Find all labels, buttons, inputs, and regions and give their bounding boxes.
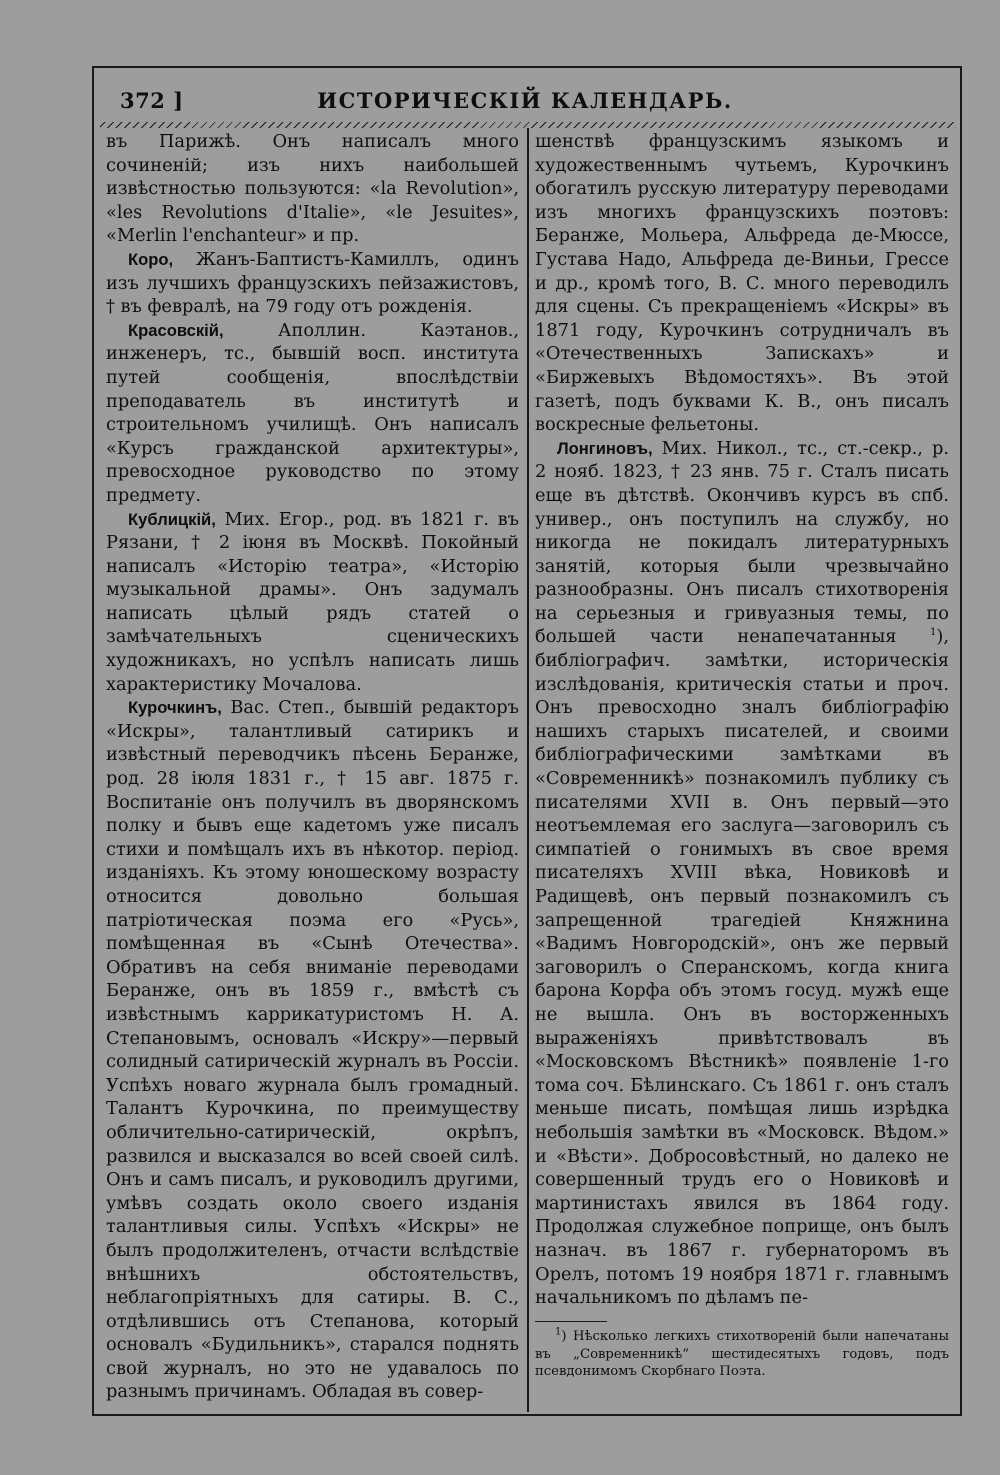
entry-headword: Красовскій, <box>128 320 224 340</box>
page-number: 372 ] <box>120 88 184 113</box>
entry-headword: Кублицкій, <box>128 509 216 529</box>
page-header <box>100 86 950 126</box>
footnote-text: ) Нѣсколько легкихъ стихотвореній были напечатаны въ „Современникѣ“ шестидесятыхъ годовъ, подъ псевдонимомъ Скорбнаго Поэта. <box>535 1329 949 1380</box>
footnote <box>535 1328 949 1381</box>
entry-headword: Курочкинъ, <box>128 698 222 718</box>
entry-text: Мих. Егор., род. въ 1821 г. въ Рязани, † 2 іюня въ Москвѣ. Покойный написалъ «Исторію театра», «Исторію музыкальной драмы». Онъ задумалъ написать цѣлый рядъ статей о замѣчательныхъ сценическихъ художникахъ, но успѣлъ написать лишь характеристику Мочалова. <box>106 508 519 695</box>
entry-text: Вас. Степ., бывшій редакторъ «Искры», талантливый сатирикъ и извѣстный переводчикъ пѣсень Беранже, род. 28 іюля 1831 г., † 15 авг. 1875 г. Воспитаніе онъ получилъ въ дворянскомъ полку и бывъ еще кадетомъ уже писалъ стихи и помѣщалъ ихъ въ нѣкотор. період. изданіяхъ. Къ этому юношескому возрасту относится довольно большая патріотическая поэма его «Русь», помѣщенная въ «Сынѣ Отечества». Обративъ на себя вниманіе переводами Беранже, онъ въ 1859 г., вмѣстѣ съ извѣстнымъ каррикатуристомъ Н. А. Степановымъ, основалъ «Искру»—первый солидный сатирическій журналъ въ Россіи. Успѣхъ новаго журнала былъ громадный. Талантъ Курочкина, по преимуществу обличительно-сатирическій, окрѣпъ, развился и высказался во всей своей силѣ. Онъ и самъ писалъ, и руководилъ другими, умѣвъ создать около своего изданія талантливыя силы. Успѣхъ «Искры» не былъ продолжителенъ, отчасти вслѣдствіе внѣшнихъ обстоятельствъ, неблагопріятныхъ для сатиры. В. С., отдѣлившись отъ Степанова, который основалъ «Будильникъ», старался поднять свой журналъ, но это не удавалось по разнымъ причинамъ. Обладая въ совер- <box>106 697 519 1403</box>
entry-krasovsky <box>106 319 519 508</box>
entry-kurochkin <box>106 696 519 1404</box>
entry-longinov <box>535 437 949 1310</box>
entry-headword: Лонгиновъ, <box>557 438 653 458</box>
entry-text: Аполлин. Каэтанов., инженеръ, тс., бывшій восп. института путей сообщенія, впослѣдствіи преподаватель въ институтѣ и строительномъ училищѣ. Онъ написалъ «Курсъ гражданской архитектуры», превосходное руководство по этому предмету. <box>106 319 519 506</box>
entry-text: Жанъ-Баптистъ-Камиллъ, одинъ изъ лучшихъ французскихъ пейзажистовъ, † въ февралѣ, на 79 году отъ рожденія. <box>106 248 519 318</box>
continued-paragraph: въ Парижѣ. Онъ написалъ много сочиненій; изъ нихъ наибольшей извѣстностью пользуются: «la Revolution», «les Revolutions d'Italie», «le Jesuites», «Merlin l'enchanteur» и пр. <box>106 131 519 247</box>
left-column <box>106 130 519 1404</box>
entry-koro <box>106 248 519 319</box>
column-divider <box>527 128 529 1412</box>
footnote-rule <box>535 1321 607 1322</box>
entry-kublitsky <box>106 508 519 697</box>
entry-text-cont: ), библіографич. замѣтки, историческія изслѣдованія, критическія статьи и проч. Онъ превосходно зналъ библіографію нашихъ старыхъ писателей, и своими библіографическими замѣтками въ «Современникѣ» познакомилъ публику съ писателями XVII в. Онъ первый—это неотъемлемая его заслуга—заговорилъ съ симпатіей о гонимыхъ въ свое время писателяхъ XVIII вѣка, Новиковѣ и Радищевѣ, онъ первый познакомилъ съ запрещенной трагедіей Княжнина «Вадимъ Новгородскій», онъ же первый заговорилъ о Сперанскомъ, когда книга барона Корфа объ этомъ госуд. мужѣ еще не вышла. Онъ въ восторженныхъ выраженіяхъ привѣтствовалъ въ «Московскомъ Вѣстникѣ» появленіе 1-го тома соч. Бѣлинскаго. Съ 1861 г. онъ сталъ меньше писать, помѣщая лишь изрѣдка небольшія замѣтки въ «Московск. Вѣдом.» и «Вѣсти». Добросовѣстный, но далеко не совершенный трудъ его о Новиковѣ и мартинистахъ явился въ 1864 году. Продолжая служебное поприще, онъ былъ назнач. въ 1867 г. губернаторомъ въ Орелъ, потомъ 19 ноября 1871 г. главнымъ начальникомъ по дѣламъ пе- <box>535 626 949 1309</box>
footnote-mark: 1 <box>555 1326 562 1338</box>
right-column <box>535 130 949 1321</box>
continued-paragraph: шенствѣ французскимъ языкомъ и художественнымъ чутьемъ, Курочкинъ обогатилъ русскую литературу переводами изъ многихъ французскихъ поэтовъ: Беранже, Мольера, Альфреда де-Мюссе, Густава Надо, Альфреда де-Виньи, Грессе и др., кромѣ того, В. С. много переводилъ для сцены. Съ прекращеніемъ «Искры» въ 1871 году, Курочкинъ сотрудничалъ въ «Отечественныхъ Запискахъ» и «Биржевыхъ Вѣдомостяхъ». Въ этой газетѣ, подъ буквами К. В., онъ писалъ воскресные фельетоны. <box>535 131 949 436</box>
entry-headword: Коро, <box>128 249 174 269</box>
footnote-reference: 1 <box>930 627 937 639</box>
entry-text: Мих. Никол., тс., ст.-секр., р. 2 нояб. 1823, † 23 янв. 75 г. Сталъ писать еще въ дѣтствѣ. Окончивъ курсъ въ спб. универ., онъ поступилъ на службу, но никогда не покидалъ литературныхъ занятій, которыя были чрезвычайно разнообразны. Онъ писалъ стихотворенія на серьезныя и гривуазныя темы, по большей части ненапечатанныя <box>535 437 949 648</box>
running-title: ИСТОРИЧЕСКІЙ КАЛЕНДАРЬ. <box>317 88 733 113</box>
